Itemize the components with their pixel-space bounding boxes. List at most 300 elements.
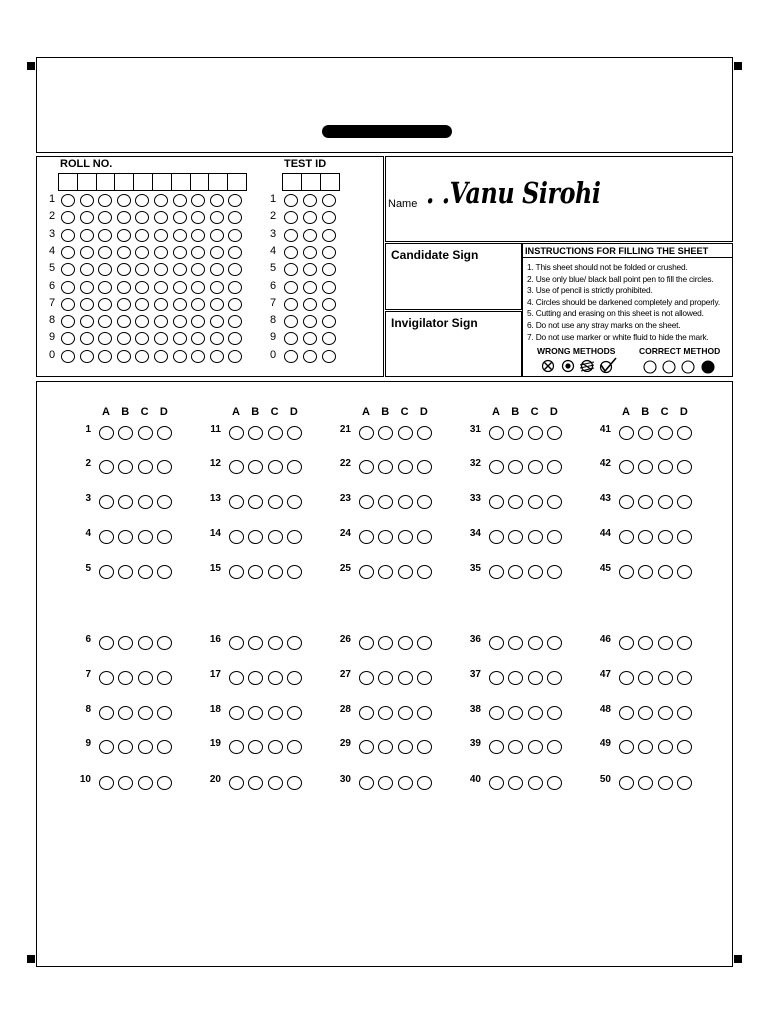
answer-bubble[interactable] <box>398 565 413 579</box>
answer-bubble[interactable] <box>99 495 114 509</box>
question-number: 36 <box>469 634 481 645</box>
test-id-bubble[interactable] <box>284 246 298 259</box>
roll-no-bubble[interactable] <box>210 350 224 363</box>
roll-no-bubble[interactable] <box>61 194 75 207</box>
roll-no-bubble[interactable] <box>98 229 112 242</box>
test-id-bubble[interactable] <box>303 281 317 294</box>
roll-no-bubble[interactable] <box>210 315 224 328</box>
roll-digit-label: 1 <box>49 193 56 205</box>
answer-bubble[interactable] <box>489 565 504 579</box>
roll-no-bubble[interactable] <box>98 246 112 259</box>
answer-bubble[interactable] <box>547 776 562 790</box>
answer-bubble[interactable] <box>658 706 673 720</box>
answer-bubble[interactable] <box>677 495 692 509</box>
answer-bubble[interactable] <box>417 636 432 650</box>
test-id-bubble[interactable] <box>322 350 336 363</box>
answer-bubble[interactable] <box>287 565 302 579</box>
roll-no-bubble[interactable] <box>80 246 94 259</box>
answer-bubble[interactable] <box>489 636 504 650</box>
roll-no-bubble[interactable] <box>80 350 94 363</box>
roll-no-bubble[interactable] <box>135 281 149 294</box>
roll-digit-label: 2 <box>49 210 56 223</box>
answer-bubble[interactable] <box>528 565 543 579</box>
answer-bubble[interactable] <box>359 495 374 509</box>
answer-bubble[interactable] <box>99 530 114 544</box>
roll-digit-label: 9 <box>49 331 56 344</box>
answer-bubble[interactable] <box>229 495 244 509</box>
question-number: 7 <box>85 669 91 680</box>
answer-bubble[interactable] <box>489 671 504 685</box>
answer-bubble[interactable] <box>547 426 562 440</box>
roll-no-entry-cell[interactable] <box>171 173 191 191</box>
answer-bubble[interactable] <box>138 671 153 685</box>
answer-bubble[interactable] <box>528 636 543 650</box>
question-number: 6 <box>85 634 91 645</box>
instruction-item: 3. Use of pencil is strictly prohibited. <box>527 285 653 296</box>
answer-bubble[interactable] <box>489 740 504 754</box>
answer-bubble[interactable] <box>268 740 283 754</box>
answer-bubble[interactable] <box>268 671 283 685</box>
answer-bubble[interactable] <box>658 530 673 544</box>
answer-bubble[interactable] <box>229 565 244 579</box>
option-header-b: B <box>511 406 520 418</box>
question-number: 46 <box>599 634 611 645</box>
test-id-bubble[interactable] <box>322 298 336 311</box>
answer-bubble[interactable] <box>398 495 413 509</box>
roll-no-bubble[interactable] <box>61 281 75 294</box>
question-number: 32 <box>469 458 481 469</box>
roll-no-bubble[interactable] <box>80 263 94 276</box>
question-number: 24 <box>339 528 351 539</box>
answer-bubble[interactable] <box>417 530 432 544</box>
answer-bubble[interactable] <box>677 776 692 790</box>
option-header-b: B <box>251 406 260 418</box>
answer-bubble[interactable] <box>138 706 153 720</box>
answer-bubble[interactable] <box>287 530 302 544</box>
roll-no-bubble[interactable] <box>173 246 187 259</box>
answer-bubble[interactable] <box>229 706 244 720</box>
answer-bubble[interactable] <box>99 776 114 790</box>
roll-no-bubble[interactable] <box>61 298 75 311</box>
answer-bubble[interactable] <box>658 495 673 509</box>
answer-bubble[interactable] <box>398 776 413 790</box>
answer-bubble[interactable] <box>287 776 302 790</box>
answer-bubble[interactable] <box>528 495 543 509</box>
roll-no-bubble[interactable] <box>191 229 205 242</box>
test-id-bubble[interactable] <box>322 194 336 207</box>
roll-no-bubble[interactable] <box>173 263 187 276</box>
roll-no-bubble[interactable] <box>210 263 224 276</box>
answer-bubble[interactable] <box>658 740 673 754</box>
roll-no-bubble[interactable] <box>210 246 224 259</box>
answer-bubble[interactable] <box>547 706 562 720</box>
roll-no-bubble[interactable] <box>61 229 75 242</box>
answer-bubble[interactable] <box>229 530 244 544</box>
answer-bubble[interactable] <box>398 426 413 440</box>
answer-bubble[interactable] <box>138 565 153 579</box>
roll-no-entry-cell[interactable] <box>227 173 247 191</box>
test-id-digit-label: 5 <box>270 262 277 275</box>
answer-bubble[interactable] <box>417 426 432 440</box>
answer-bubble[interactable] <box>677 706 692 720</box>
wrong-methods-label: WRONG METHODS <box>537 346 616 356</box>
answer-bubble[interactable] <box>489 495 504 509</box>
answer-bubble[interactable] <box>417 776 432 790</box>
test-id-digit-label: 6 <box>270 279 277 292</box>
answer-bubble[interactable] <box>528 460 543 474</box>
answer-bubble[interactable] <box>677 671 692 685</box>
roll-no-bubble[interactable] <box>80 194 94 207</box>
question-number: 39 <box>469 738 481 749</box>
answer-bubble[interactable] <box>157 565 172 579</box>
roll-no-bubble[interactable] <box>117 315 131 328</box>
roll-no-bubble[interactable] <box>154 229 168 242</box>
answer-bubble[interactable] <box>489 776 504 790</box>
answer-bubble[interactable] <box>677 740 692 754</box>
roll-no-bubble[interactable] <box>117 298 131 311</box>
roll-no-bubble[interactable] <box>154 350 168 363</box>
answer-bubble[interactable] <box>287 636 302 650</box>
answer-bubble[interactable] <box>619 636 634 650</box>
question-number: 27 <box>339 669 351 680</box>
answer-bubble[interactable] <box>619 776 634 790</box>
registration-mark <box>27 955 35 963</box>
roll-no-bubble[interactable] <box>98 298 112 311</box>
roll-no-bubble[interactable] <box>191 298 205 311</box>
roll-no-bubble[interactable] <box>173 350 187 363</box>
answer-bubble[interactable] <box>619 460 634 474</box>
test-id-bubble[interactable] <box>303 350 317 363</box>
answer-bubble[interactable] <box>268 495 283 509</box>
answer-bubble[interactable] <box>268 460 283 474</box>
question-number: 31 <box>469 424 481 435</box>
roll-no-bubble[interactable] <box>228 229 242 242</box>
answer-bubble[interactable] <box>677 426 692 440</box>
answer-bubble[interactable] <box>359 671 374 685</box>
answer-bubble[interactable] <box>229 426 244 440</box>
registration-mark <box>734 955 742 963</box>
answer-bubble[interactable] <box>138 495 153 509</box>
answer-bubble[interactable] <box>268 776 283 790</box>
question-number: 35 <box>469 563 481 574</box>
roll-no-bubble[interactable] <box>173 281 187 294</box>
roll-no-bubble[interactable] <box>61 315 75 328</box>
roll-no-bubble[interactable] <box>210 229 224 242</box>
option-header-a: A <box>102 406 110 418</box>
answer-bubble[interactable] <box>619 565 634 579</box>
roll-no-bubble[interactable] <box>154 194 168 207</box>
answer-bubble[interactable] <box>157 636 172 650</box>
answer-bubble[interactable] <box>489 426 504 440</box>
roll-no-bubble[interactable] <box>191 246 205 259</box>
answer-bubble[interactable] <box>268 706 283 720</box>
test-id-bubble[interactable] <box>322 229 336 242</box>
roll-no-entry-cell[interactable] <box>77 173 97 191</box>
roll-no-bubble[interactable] <box>154 246 168 259</box>
question-number: 37 <box>469 669 481 680</box>
answer-bubble[interactable] <box>619 530 634 544</box>
test-id-bubble[interactable] <box>303 194 317 207</box>
roll-no-bubble[interactable] <box>173 298 187 311</box>
answer-bubble[interactable] <box>229 460 244 474</box>
roll-no-bubble[interactable] <box>173 315 187 328</box>
roll-no-bubble[interactable] <box>173 332 187 345</box>
answer-bubble[interactable] <box>157 426 172 440</box>
roll-no-bubble[interactable] <box>98 281 112 294</box>
answer-bubble[interactable] <box>359 530 374 544</box>
test-id-bubble[interactable] <box>303 298 317 311</box>
roll-no-entry-cell[interactable] <box>58 173 78 191</box>
roll-no-bubble[interactable] <box>210 194 224 207</box>
answer-bubble[interactable] <box>528 740 543 754</box>
candidate-name: . .Vanu Sirohi <box>426 176 601 210</box>
answer-bubble[interactable] <box>417 740 432 754</box>
roll-no-bubble[interactable] <box>117 263 131 276</box>
question-number: 44 <box>599 528 611 539</box>
roll-no-bubble[interactable] <box>61 246 75 259</box>
test-id-bubble[interactable] <box>303 315 317 328</box>
question-number: 20 <box>209 774 221 785</box>
test-id-bubble[interactable] <box>284 315 298 328</box>
answer-bubble[interactable] <box>528 530 543 544</box>
answer-bubble[interactable] <box>398 706 413 720</box>
answer-bubble[interactable] <box>398 460 413 474</box>
answer-bubble[interactable] <box>157 460 172 474</box>
answer-bubble[interactable] <box>677 530 692 544</box>
test-id-bubble[interactable] <box>322 246 336 259</box>
answer-bubble[interactable] <box>528 706 543 720</box>
test-id-digit-label: 1 <box>270 193 277 205</box>
answer-bubble[interactable] <box>138 460 153 474</box>
question-number: 26 <box>339 634 351 645</box>
correct-method-label: CORRECT METHOD <box>639 346 721 356</box>
question-number: 16 <box>209 634 221 645</box>
answer-bubble[interactable] <box>268 426 283 440</box>
test-id-bubble[interactable] <box>322 281 336 294</box>
test-id-bubble[interactable] <box>284 194 298 207</box>
roll-no-entry-cell[interactable] <box>208 173 228 191</box>
answer-bubble[interactable] <box>157 740 172 754</box>
test-id-bubble[interactable] <box>284 229 298 242</box>
test-id-bubble[interactable] <box>303 229 317 242</box>
answer-bubble[interactable] <box>619 671 634 685</box>
test-id-bubble[interactable] <box>284 298 298 311</box>
answer-bubble[interactable] <box>99 426 114 440</box>
answer-bubble[interactable] <box>658 460 673 474</box>
answer-bubble[interactable] <box>619 740 634 754</box>
option-header-a: A <box>622 406 630 418</box>
answer-bubble[interactable] <box>528 671 543 685</box>
roll-no-bubble[interactable] <box>191 281 205 294</box>
roll-no-bubble[interactable] <box>228 281 242 294</box>
answer-bubble[interactable] <box>658 565 673 579</box>
roll-no-bubble[interactable] <box>80 332 94 345</box>
answer-bubble[interactable] <box>398 530 413 544</box>
option-header-c: C <box>530 406 539 418</box>
roll-no-bubble[interactable] <box>80 298 94 311</box>
question-number: 2 <box>85 458 91 469</box>
answer-bubble[interactable] <box>157 671 172 685</box>
test-id-bubble[interactable] <box>303 246 317 259</box>
answer-bubble[interactable] <box>229 636 244 650</box>
roll-no-bubble[interactable] <box>98 350 112 363</box>
answer-bubble[interactable] <box>658 636 673 650</box>
answer-bubble[interactable] <box>359 740 374 754</box>
answer-bubble[interactable] <box>658 426 673 440</box>
roll-no-bubble[interactable] <box>154 281 168 294</box>
test-id-digit-label: 9 <box>270 331 277 344</box>
instruction-item: 6. Do not use any stray marks on the sheet. <box>527 320 681 330</box>
test-id-bubble[interactable] <box>284 350 298 363</box>
instruction-item: 7. Do not use marker or white fluid to hide the mark. <box>527 331 709 342</box>
answer-bubble[interactable] <box>398 671 413 685</box>
answer-bubble[interactable] <box>99 671 114 685</box>
answer-bubble[interactable] <box>157 706 172 720</box>
answer-bubble[interactable] <box>359 636 374 650</box>
test-id-entry-cell[interactable] <box>301 173 321 191</box>
roll-no-entry-cell[interactable] <box>152 173 172 191</box>
header-box <box>36 57 733 153</box>
roll-no-bubble[interactable] <box>80 315 94 328</box>
answer-bubble[interactable] <box>229 671 244 685</box>
roll-no-bubble[interactable] <box>61 350 75 363</box>
answer-bubble[interactable] <box>157 530 172 544</box>
answer-bubble[interactable] <box>398 740 413 754</box>
answer-bubble[interactable] <box>417 671 432 685</box>
answer-bubble[interactable] <box>268 565 283 579</box>
roll-no-bubble[interactable] <box>173 229 187 242</box>
answer-bubble[interactable] <box>547 565 562 579</box>
answer-bubble[interactable] <box>268 530 283 544</box>
question-number: 41 <box>599 424 611 435</box>
answer-bubble[interactable] <box>287 706 302 720</box>
answer-bubble[interactable] <box>619 495 634 509</box>
answer-bubble[interactable] <box>138 530 153 544</box>
answer-bubble[interactable] <box>547 460 562 474</box>
answer-bubble[interactable] <box>268 636 283 650</box>
answer-bubble[interactable] <box>138 426 153 440</box>
option-header-a: A <box>362 406 370 418</box>
roll-no-bubble[interactable] <box>210 298 224 311</box>
answer-bubble[interactable] <box>359 426 374 440</box>
dot-mark-icon <box>563 361 574 372</box>
answer-bubble[interactable] <box>489 460 504 474</box>
test-id-entry-cell[interactable] <box>282 173 302 191</box>
answer-bubble[interactable] <box>547 495 562 509</box>
roll-no-entry-cell[interactable] <box>114 173 134 191</box>
answer-bubble[interactable] <box>138 636 153 650</box>
test-id-entry-cell[interactable] <box>320 173 340 191</box>
answer-bubble[interactable] <box>417 495 432 509</box>
answer-bubble[interactable] <box>528 426 543 440</box>
roll-no-bubble[interactable] <box>154 315 168 328</box>
answer-bubble[interactable] <box>287 460 302 474</box>
question-number: 22 <box>339 458 351 469</box>
answer-bubble[interactable] <box>547 636 562 650</box>
roll-no-bubble[interactable] <box>228 350 242 363</box>
answer-bubble[interactable] <box>287 671 302 685</box>
question-number: 14 <box>209 528 221 539</box>
roll-no-bubble[interactable] <box>117 194 131 207</box>
answer-bubble[interactable] <box>677 565 692 579</box>
answer-bubble[interactable] <box>99 460 114 474</box>
answer-bubble[interactable] <box>528 776 543 790</box>
answer-bubble[interactable] <box>359 460 374 474</box>
roll-no-bubble[interactable] <box>210 281 224 294</box>
answer-bubble[interactable] <box>287 426 302 440</box>
roll-no-bubble[interactable] <box>117 350 131 363</box>
answer-bubble[interactable] <box>658 776 673 790</box>
scribble-mark-icon <box>580 361 594 372</box>
answer-bubble[interactable] <box>547 530 562 544</box>
roll-no-bubble[interactable] <box>117 281 131 294</box>
question-number: 15 <box>209 563 221 574</box>
answer-bubble[interactable] <box>677 460 692 474</box>
answer-bubble[interactable] <box>138 776 153 790</box>
roll-no-bubble[interactable] <box>154 298 168 311</box>
roll-no-entry-cell[interactable] <box>190 173 210 191</box>
roll-no-entry-cell[interactable] <box>96 173 116 191</box>
roll-no-bubble[interactable] <box>191 350 205 363</box>
answer-bubble[interactable] <box>99 636 114 650</box>
answer-bubble[interactable] <box>99 706 114 720</box>
roll-no-bubble[interactable] <box>80 281 94 294</box>
roll-no-entry-cell[interactable] <box>133 173 153 191</box>
roll-no-bubble[interactable] <box>135 350 149 363</box>
test-id-digit-label: 8 <box>270 314 277 327</box>
answer-bubble[interactable] <box>359 706 374 720</box>
answer-bubble[interactable] <box>287 740 302 754</box>
instruction-item: 4. Circles should be darkened completely and properly. <box>527 296 720 307</box>
answer-bubble[interactable] <box>417 706 432 720</box>
test-id-bubble[interactable] <box>322 315 336 328</box>
roll-no-bubble[interactable] <box>117 229 131 242</box>
answer-bubble[interactable] <box>547 671 562 685</box>
answer-bubble[interactable] <box>417 565 432 579</box>
answer-bubble[interactable] <box>138 740 153 754</box>
answer-bubble[interactable] <box>157 776 172 790</box>
answer-bubble[interactable] <box>619 706 634 720</box>
roll-no-bubble[interactable] <box>135 229 149 242</box>
roll-no-bubble[interactable] <box>173 194 187 207</box>
answer-bubble[interactable] <box>229 776 244 790</box>
wrong-methods-examples <box>540 356 620 376</box>
answer-bubble[interactable] <box>547 740 562 754</box>
roll-no-bubble[interactable] <box>173 211 187 224</box>
answer-bubble[interactable] <box>619 426 634 440</box>
roll-no-bubble[interactable] <box>80 229 94 242</box>
answer-bubble[interactable] <box>359 565 374 579</box>
answer-bubble[interactable] <box>229 740 244 754</box>
roll-no-bubble[interactable] <box>80 211 94 224</box>
question-number: 1 <box>85 424 91 435</box>
answer-bubble[interactable] <box>99 565 114 579</box>
answer-bubble[interactable] <box>287 495 302 509</box>
answer-bubble[interactable] <box>677 636 692 650</box>
answer-bubble[interactable] <box>417 460 432 474</box>
test-id-bubble[interactable] <box>284 281 298 294</box>
answer-bubble[interactable] <box>157 495 172 509</box>
answer-bubble[interactable] <box>489 530 504 544</box>
answer-bubble[interactable] <box>658 671 673 685</box>
question-number: 13 <box>209 493 221 504</box>
option-header-b: B <box>121 406 130 418</box>
roll-no-bubble[interactable] <box>117 246 131 259</box>
answer-bubble[interactable] <box>398 636 413 650</box>
answer-bubble[interactable] <box>99 740 114 754</box>
answer-bubble[interactable] <box>359 776 374 790</box>
answer-bubble[interactable] <box>489 706 504 720</box>
